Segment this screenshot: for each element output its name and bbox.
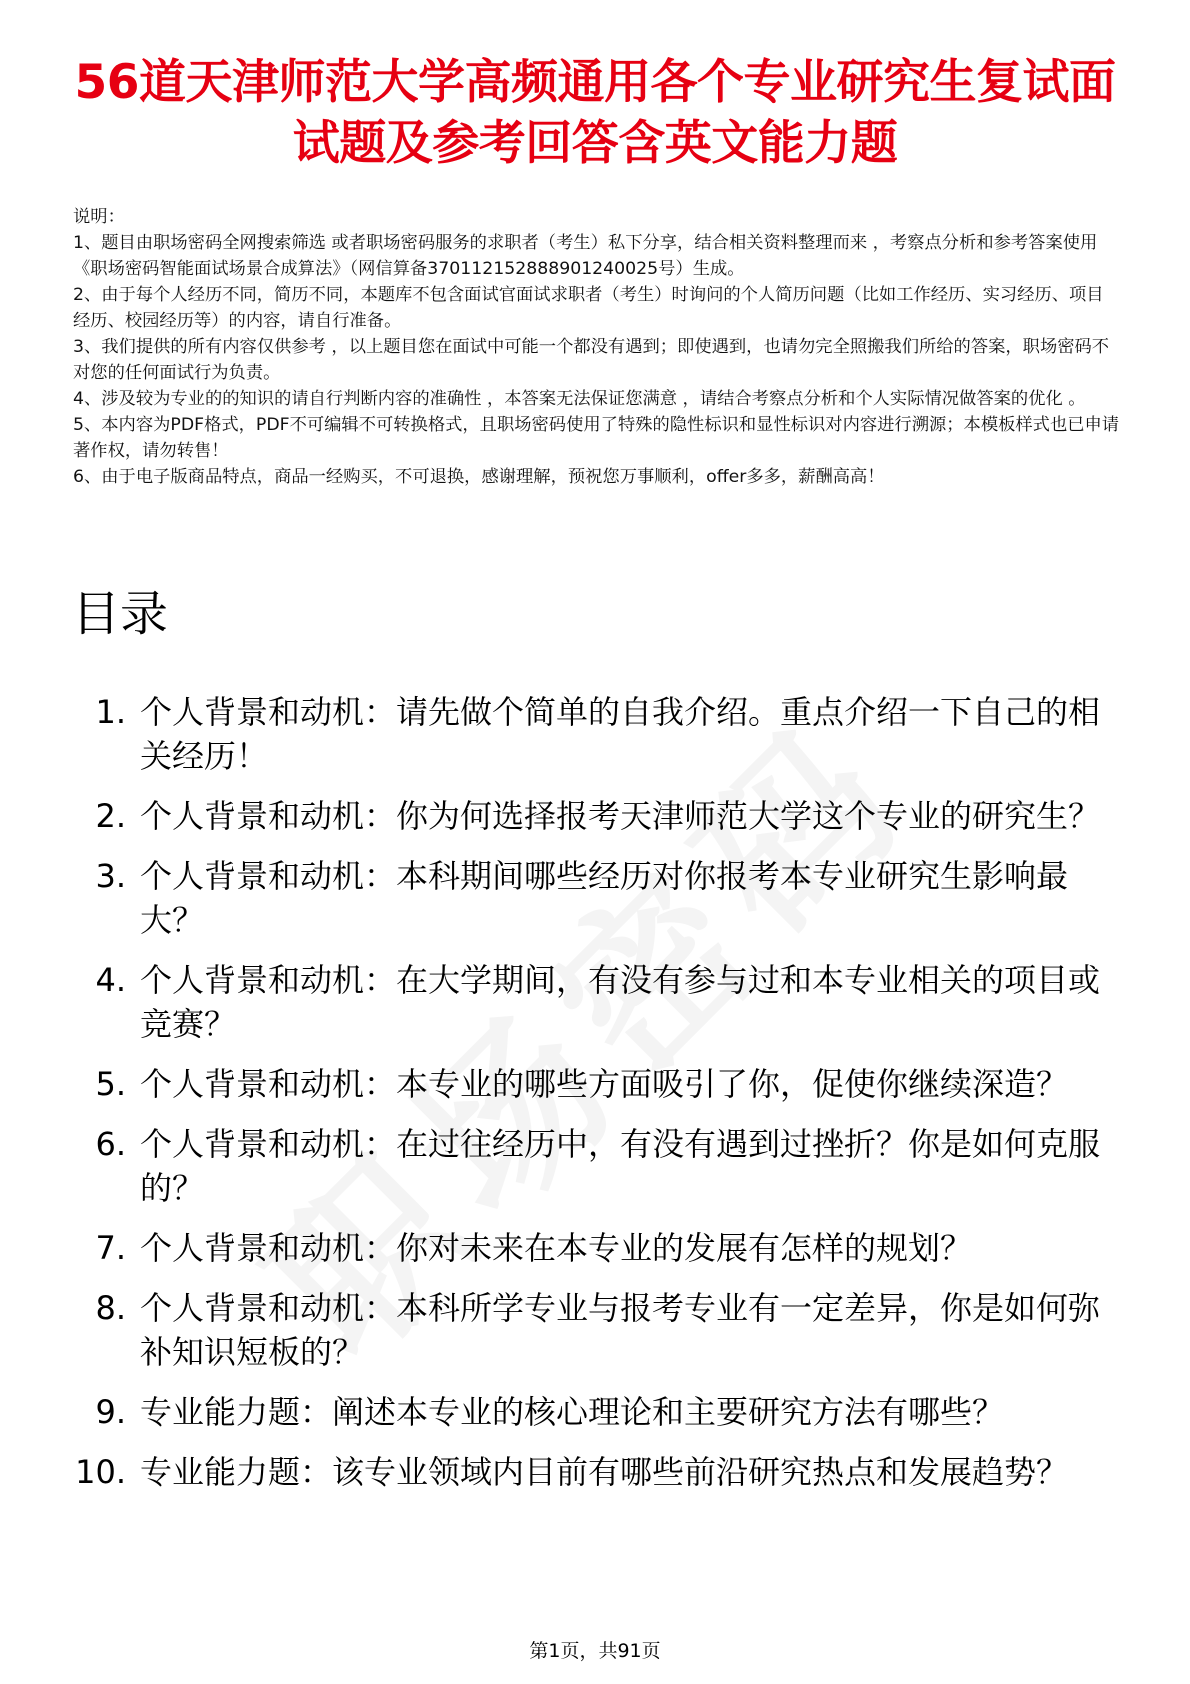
toc-item-text: 个人背景和动机：本科期间哪些经历对你报考本专业研究生影响最大？ — [140, 857, 1069, 939]
toc-item-number: 2. — [95, 797, 126, 835]
note-item: 3、我们提供的所有内容仅供参考 ，以上题目您在面试中可能一个都没有遇到；即使遇到，也请勿完全照搬我们所给的答案，职场密码不对您的任何面试行为负责。 — [73, 337, 1110, 383]
toc-item-text: 专业能力题：该专业领域内目前有哪些前沿研究热点和发展趋势？ — [140, 1453, 1069, 1491]
toc-item-text: 个人背景和动机：你为何选择报考天津师范大学这个专业的研究生？ — [140, 797, 1101, 835]
toc-item-text: 个人背景和动机：请先做个简单的自我介绍。重点介绍一下自己的相关经历！ — [140, 693, 1101, 775]
notes-section — [73, 204, 1120, 490]
toc-item[interactable] — [58, 690, 1118, 778]
toc-item-number: 10. — [75, 1453, 126, 1491]
table-of-contents — [58, 690, 1118, 1510]
toc-item[interactable] — [58, 854, 1118, 942]
toc-item-number: 4. — [95, 961, 126, 999]
note-item: 1、题目由职场密码全网搜索筛选 或者职场密码服务的求职者（考生）私下分享，结合相关资料整理而来 ，考察点分析和参考答案使用《职场密码智能面试场景合成算法》（网信算备370112152888901240025号）生成。 — [73, 233, 1098, 279]
toc-item[interactable] — [58, 958, 1118, 1046]
toc-item-text: 个人背景和动机：在大学期间，有没有参与过和本专业相关的项目或竞赛？ — [140, 961, 1101, 1043]
notes-heading: 说明： — [73, 207, 125, 227]
toc-item[interactable] — [58, 1062, 1118, 1106]
toc-item[interactable] — [58, 794, 1118, 838]
toc-item-text: 个人背景和动机：本科所学专业与报考专业有一定差异，你是如何弥补知识短板的？ — [140, 1289, 1101, 1371]
toc-item-text: 个人背景和动机：在过往经历中，有没有遇到过挫折？你是如何克服的？ — [140, 1125, 1101, 1207]
toc-item-number: 9. — [95, 1393, 126, 1431]
document-title: 56道天津师范大学高频通用各个专业研究生复试面试题及参考回答含英文能力题 — [74, 55, 1116, 171]
toc-item-number: 8. — [95, 1289, 126, 1327]
toc-item[interactable] — [58, 1286, 1118, 1374]
toc-item[interactable] — [58, 1450, 1118, 1494]
note-item: 2、由于每个人经历不同，简历不同，本题库不包含面试官面试求职者（考生）时询问的个人简历问题（比如工作经历、实习经历、项目经历、校园经历等）的内容，请自行准备。 — [73, 285, 1104, 331]
note-item: 6、由于电子版商品特点，商品一经购买，不可退换，感谢理解，预祝您万事顺利，offer多多，薪酬高高！ — [73, 467, 885, 487]
toc-heading: 目录 — [72, 586, 169, 642]
toc-item-number: 7. — [95, 1229, 126, 1267]
toc-item-text: 个人背景和动机：本专业的哪些方面吸引了你，促使你继续深造？ — [140, 1065, 1069, 1103]
toc-item-number: 1. — [95, 693, 126, 731]
toc-item-number: 5. — [95, 1065, 126, 1103]
note-item: 5、本内容为PDF格式，PDF不可编辑不可转换格式，且职场密码使用了特殊的隐性标识和显性标识对内容进行溯源；本模板样式也已申请著作权，请勿转售！ — [73, 415, 1120, 461]
toc-item[interactable] — [58, 1390, 1118, 1434]
note-item: 4、涉及较为专业的的知识的请自行判断内容的准确性 ，本答案无法保证您满意 ，请结合考察点分析和个人实际情况做答案的优化 。 — [73, 389, 1086, 409]
toc-item-number: 6. — [95, 1125, 126, 1163]
page-number: 第1页，共91页 — [529, 1640, 661, 1662]
toc-item[interactable] — [58, 1226, 1118, 1270]
toc-item-text: 个人背景和动机：你对未来在本专业的发展有怎样的规划？ — [140, 1229, 973, 1267]
toc-item[interactable] — [58, 1122, 1118, 1210]
toc-item-text: 专业能力题：阐述本专业的核心理论和主要研究方法有哪些？ — [140, 1393, 1005, 1431]
toc-item-number: 3. — [95, 857, 126, 895]
